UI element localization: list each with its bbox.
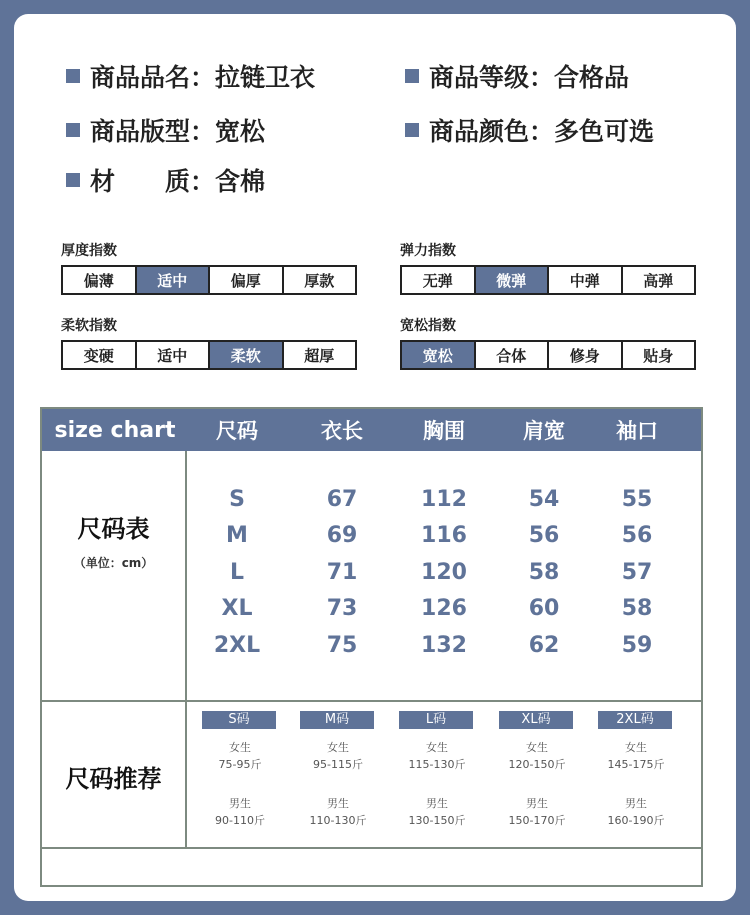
male-label: 男生 [327,797,349,810]
scale-option: 修身 [549,342,623,368]
size-badge: 2XL码 [598,711,672,729]
male-label: 男生 [526,797,548,810]
cell-size: L [229,559,245,585]
attr-color-text: 商品颜色：多色可选 [429,117,655,146]
scale-option: 适中 [137,342,211,368]
scale-option: 偏薄 [63,267,137,293]
cell-chest: 120 [421,559,467,585]
bullet-square-icon [405,69,419,83]
male-label: 男生 [625,797,647,810]
index-thickness [61,240,357,295]
male-range: 90-110斤 [215,814,265,827]
index-scale [400,265,696,295]
scale-option: 柔软 [210,342,284,368]
cell-size: S [229,486,245,512]
attr-material [66,162,265,198]
recommendation-item [598,711,674,829]
size-unit: （单位：cm） [73,556,154,570]
female-label: 女生 [327,741,349,754]
attr-material-text: 材 质：含棉 [90,167,266,196]
cell-cuff: 56 [621,522,653,548]
attr-color [405,112,654,148]
index-title: 宽松指数 [400,318,456,334]
size-badge: XL码 [499,711,573,729]
table-row [42,627,701,663]
cell-cuff: 58 [621,595,653,621]
scale-option: 合体 [476,342,550,368]
attr-fit-text: 商品版型：宽松 [90,117,266,146]
cell-cuff: 59 [621,632,653,658]
scale-option: 超厚 [304,346,335,365]
table-row [42,517,701,553]
recommendation-item [202,711,278,829]
index-scale [400,340,696,370]
cell-size: XL [221,595,253,621]
female-range: 75-95斤 [218,758,262,771]
male-range: 110-130斤 [309,814,367,827]
header-chest: 胸围 [423,419,465,443]
bullet-square-icon [66,69,80,83]
table-row [42,481,701,517]
cell-shoulder: 60 [528,595,560,621]
index-scale [61,265,357,295]
size-badge: M码 [300,711,374,729]
cell-shoulder: 58 [528,559,560,585]
scale-option: 无弹 [402,267,476,293]
header-size: 尺码 [216,419,258,443]
scale-option: 变硬 [63,342,137,368]
cell-length: 75 [326,632,358,658]
cell-cuff: 55 [621,486,653,512]
index-title: 柔软指数 [61,318,117,334]
male-range: 160-190斤 [607,814,665,827]
cell-length: 73 [326,595,358,621]
size-table [40,407,703,887]
bullet-square-icon [66,173,80,187]
recommendation-item [399,711,475,829]
attr-name-text: 商品品名：拉链卫衣 [90,63,316,92]
scale-option: 贴身 [643,346,674,365]
cell-length: 71 [326,559,358,585]
cell-shoulder: 62 [528,632,560,658]
table-header [42,409,701,451]
recommendation-item [499,711,575,829]
male-label: 男生 [426,797,448,810]
cell-chest: 126 [421,595,467,621]
cell-shoulder: 54 [528,486,560,512]
table-row [42,554,701,590]
female-range: 145-175斤 [607,758,665,771]
scale-option: 微弹 [476,267,550,293]
female-label: 女生 [229,741,251,754]
male-label: 男生 [229,797,251,810]
scale-option: 厚款 [304,271,335,290]
index-scale [61,340,357,370]
cell-length: 69 [326,522,358,548]
header-size-chart: size chart [54,417,176,443]
bullet-square-icon [66,123,80,137]
size-table-title: 尺码表 [77,515,150,543]
header-shoulder: 肩宽 [523,419,565,443]
bullet-square-icon [405,123,419,137]
attr-grade [405,58,629,94]
scale-option: 适中 [137,267,211,293]
cell-size: M [226,522,248,548]
cell-size: 2XL [213,632,261,658]
female-range: 120-150斤 [508,758,566,771]
cell-cuff: 57 [621,559,653,585]
size-badge: L码 [399,711,473,729]
attr-grade-text: 商品等级：合格品 [429,63,630,92]
female-range: 95-115斤 [313,758,363,771]
row-divider [42,700,701,702]
attr-fit [66,112,265,148]
table-row [42,590,701,626]
male-range: 130-150斤 [408,814,466,827]
recommendation-title: 尺码推荐 [65,765,162,793]
index-title: 厚度指数 [61,243,117,259]
male-range: 150-170斤 [508,814,566,827]
female-label: 女生 [625,741,647,754]
scale-option: 中弹 [549,267,623,293]
size-badge: S码 [202,711,276,729]
index-elasticity [400,240,696,295]
female-label: 女生 [426,741,448,754]
scale-option: 高弹 [643,271,674,290]
cell-chest: 116 [421,522,467,548]
recommendation-item [300,711,376,829]
scale-option: 宽松 [402,342,476,368]
cell-chest: 112 [421,486,467,512]
attr-name [66,58,315,94]
index-title: 弹力指数 [400,243,456,259]
cell-chest: 132 [421,632,467,658]
index-looseness [400,315,696,370]
header-length: 衣长 [321,419,363,443]
index-softness [61,315,357,370]
row-divider [42,847,701,849]
female-range: 115-130斤 [408,758,466,771]
cell-length: 67 [326,486,358,512]
scale-option: 偏厚 [210,267,284,293]
header-cuff: 袖口 [616,419,658,443]
cell-shoulder: 56 [528,522,560,548]
female-label: 女生 [526,741,548,754]
